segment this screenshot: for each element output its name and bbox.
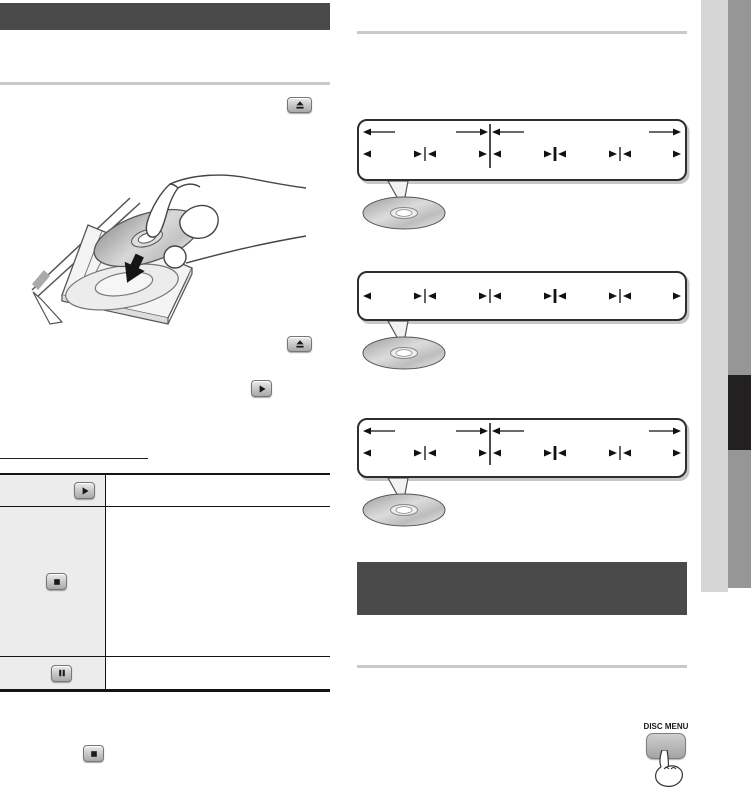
eject-icon bbox=[287, 336, 312, 352]
pressing-hand-icon bbox=[652, 750, 692, 787]
cd-disc-illustration bbox=[357, 478, 477, 533]
stop-icon bbox=[46, 573, 67, 590]
table-row-play bbox=[0, 475, 330, 506]
table-cell-description bbox=[106, 507, 330, 656]
disc-menu-label: DISC MENU bbox=[643, 722, 689, 731]
stop-icon bbox=[83, 745, 104, 762]
divider-right-bottom bbox=[357, 665, 687, 668]
table-row-pause bbox=[0, 656, 330, 689]
section-header-bar bbox=[357, 562, 687, 615]
disc-structure-tracks bbox=[357, 271, 687, 321]
pause-icon bbox=[51, 665, 72, 682]
playback-controls-table bbox=[0, 473, 330, 692]
divider-left bbox=[0, 82, 330, 85]
table-cell-button bbox=[0, 475, 106, 506]
eject-icon bbox=[287, 97, 312, 113]
divider-right bbox=[357, 31, 687, 34]
table-cell-description bbox=[106, 475, 330, 506]
insert-disc-illustration bbox=[28, 168, 308, 340]
table-row-stop bbox=[0, 506, 330, 656]
cd-disc-illustration bbox=[357, 181, 477, 236]
play-icon bbox=[251, 380, 272, 397]
heading-underline bbox=[0, 458, 148, 459]
table-cell-description bbox=[106, 657, 330, 689]
side-tab-bar-light bbox=[701, 0, 728, 592]
table-cell-button bbox=[0, 657, 106, 689]
side-tab-active bbox=[728, 375, 751, 450]
play-icon bbox=[74, 482, 95, 499]
disc-structure-folders-files bbox=[357, 418, 687, 478]
page-title-bar bbox=[0, 3, 330, 30]
table-cell-button bbox=[0, 507, 106, 656]
side-tab-bar-dark bbox=[728, 0, 751, 588]
disc-structure-titles-chapters bbox=[357, 119, 687, 181]
cd-disc-illustration bbox=[357, 321, 477, 376]
